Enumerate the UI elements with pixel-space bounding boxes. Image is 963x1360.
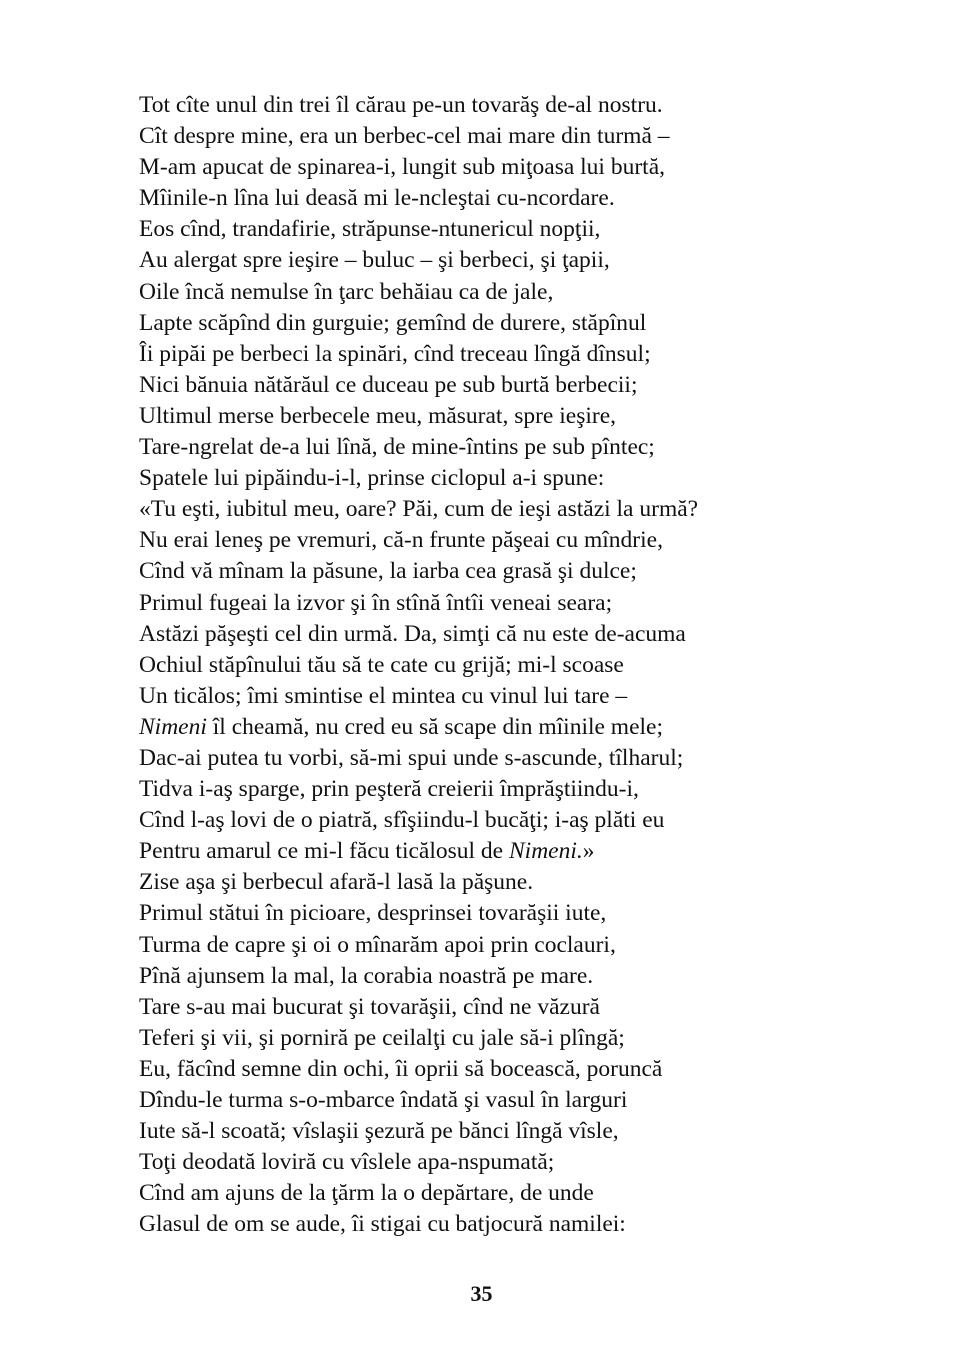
poem-line — [139, 961, 839, 992]
poem-line — [139, 1178, 839, 1209]
poem-line — [139, 245, 839, 276]
poem-line — [139, 588, 839, 619]
poem-line — [139, 121, 839, 152]
line-text: Cînd am ajuns de la ţărm la o depărtare, de unde — [139, 1180, 594, 1207]
line-text: Zise aşa şi berbecul afară-l lasă la păşune. — [139, 869, 534, 896]
poem-line — [139, 1116, 839, 1147]
poem-line — [139, 867, 839, 898]
line-text: Primul fugeai la izvor şi în stînă întîi veneai seara; — [139, 589, 613, 616]
poem-line — [139, 183, 839, 214]
poem-line — [139, 90, 839, 121]
line-text: Au alergat spre ieşire – buluc – şi berbeci, şi ţapii, — [139, 247, 610, 274]
poem-line — [139, 277, 839, 308]
line-text: Turma de capre şi oi o mînarăm apoi prin coclauri, — [139, 931, 616, 958]
line-text: Tidva i-aş sparge, prin peşteră creierii împrăştiindu-i, — [139, 776, 639, 803]
line-text: » — [582, 838, 595, 865]
poem-line — [139, 370, 839, 401]
line-text: Eu, făcînd semne din ochi, îi oprii să bocească, poruncă — [139, 1055, 663, 1082]
line-text: Iute să-l scoată; vîslaşii şezură pe bănci lîngă vîsle, — [139, 1118, 619, 1145]
line-text: Glasul de om se aude, îi stigai cu batjocură namilei: — [139, 1211, 626, 1238]
line-text: Ochiul stăpînului tău să te cate cu grijă; mi-l scoase — [139, 651, 624, 678]
poem-line — [139, 898, 839, 929]
line-text: Nici bănuia nătărăul ce duceau pe sub burtă berbecii; — [139, 371, 638, 398]
line-text: Pentru amarul ce mi-l făcu ticălosul de — [139, 838, 509, 865]
line-italic-text: Nimeni — [139, 713, 207, 740]
line-text: Teferi şi vii, şi porniră pe ceilalţi cu jale să-i plîngă; — [139, 1024, 625, 1051]
line-italic-text: Nimeni. — [509, 838, 583, 865]
line-text: Îi pipăi pe berbeci la spinări, cînd treceau lîngă dînsul; — [139, 340, 651, 367]
poem-line — [139, 1023, 839, 1054]
line-text: Lapte scăpînd din gurguie; gemînd de durere, stăpînul — [139, 309, 647, 336]
poem-line — [139, 930, 839, 961]
poem-line — [139, 1209, 839, 1240]
page-number: 35 — [470, 1281, 493, 1306]
poem-line — [139, 1054, 839, 1085]
poem-line — [139, 494, 839, 525]
line-text: Cînd vă mînam la păsune, la iarba cea grasă şi dulce; — [139, 558, 637, 585]
line-text: îl cheamă, nu cred eu să scape din mîinile mele; — [206, 713, 664, 740]
line-text: Ultimul merse berbecele meu, măsurat, spre ieşire, — [139, 402, 616, 429]
poem-line — [139, 774, 839, 805]
poem-line — [139, 1147, 839, 1178]
poem-line — [139, 463, 839, 494]
poem-line — [139, 712, 839, 743]
poem-line — [139, 619, 839, 650]
poem-line — [139, 681, 839, 712]
line-text: Oile încă nemulse în ţarc behăiau ca de jale, — [139, 278, 554, 305]
line-text: Un ticălos; îmi smintise el mintea cu vinul lui tare – — [139, 682, 628, 709]
line-text: Tare s-au mai bucurat şi tovarăşii, cînd ne văzură — [139, 993, 600, 1020]
poem-line — [139, 339, 839, 370]
line-text: Cît despre mine, era un berbec-cel mai mare din turmă – — [139, 123, 670, 150]
line-text: Primul stătui în picioare, desprinsei tovarăşii iute, — [139, 900, 607, 927]
line-text: Eos cînd, trandafirie, străpunse-ntunericul nopţii, — [139, 216, 601, 243]
line-text: Nu erai leneş pe vremuri, că-n frunte păşeai cu mîndrie, — [139, 527, 663, 554]
poem-line — [139, 401, 839, 432]
poem-line — [139, 805, 839, 836]
poem-line — [139, 1085, 839, 1116]
line-text: Tot cîte unul din trei îl cărau pe-un tovarăş de-al nostru. — [139, 92, 663, 118]
line-text: Pînă ajunsem la mal, la corabia noastră pe mare. — [139, 962, 594, 989]
line-text: Cînd l-aş lovi de o piatră, sfîşiindu-l bucăţi; i-aş plăti eu — [139, 807, 665, 834]
line-text: Mîinile-n lîna lui deasă mi le-ncleştai cu-ncordare. — [139, 185, 615, 212]
poem-line — [139, 432, 839, 463]
line-text: «Tu eşti, iubitul meu, oare? Păi, cum de ieşi astăzi la urmă? — [139, 496, 699, 523]
poem-line — [139, 992, 839, 1023]
line-text: Toţi deodată loviră cu vîslele apa-nspumată; — [139, 1149, 555, 1176]
poem-text — [139, 90, 839, 1240]
poem-line — [139, 556, 839, 587]
line-text: Dîndu-le turma s-o-mbarce îndată şi vasul în larguri — [139, 1087, 628, 1113]
line-text: Spatele lui pipăindu-i-l, prinse ciclopul a-i spune: — [139, 465, 605, 492]
poem-line — [139, 525, 839, 556]
poem-line — [139, 152, 839, 183]
poem-line — [139, 308, 839, 339]
poem-line — [139, 743, 839, 774]
poem-line — [139, 214, 839, 245]
line-text: Tare-ngrelat de-a lui lînă, de mine-întins pe sub pîntec; — [139, 434, 655, 461]
line-text: Dac-ai putea tu vorbi, să-mi spui unde s-ascunde, tîlharul; — [139, 744, 684, 771]
line-text: Astăzi păşeşti cel din urmă. Da, simţi că nu este de-acuma — [139, 620, 686, 647]
line-text: M-am apucat de spinarea-i, lungit sub miţoasa lui burtă, — [139, 154, 665, 181]
poem-line — [139, 650, 839, 681]
poem-line — [139, 836, 839, 867]
